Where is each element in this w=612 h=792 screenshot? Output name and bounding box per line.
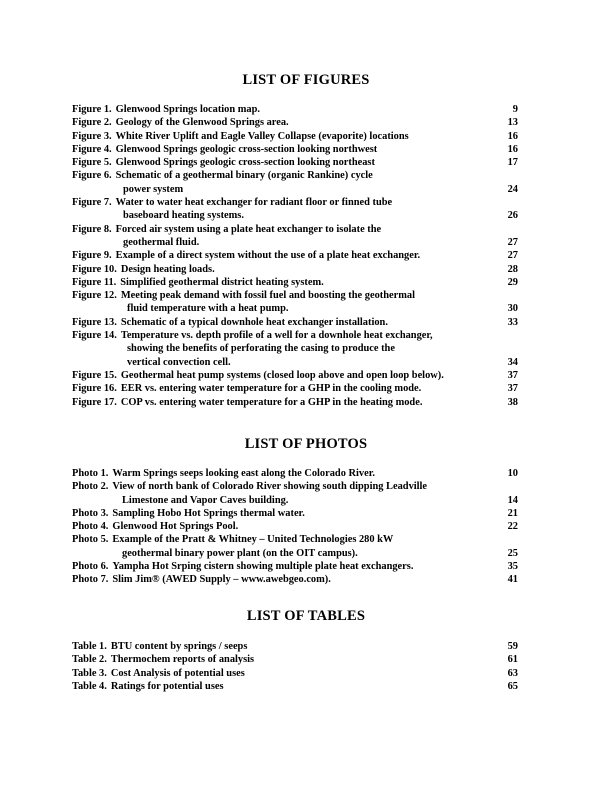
entry-label: Photo 3. xyxy=(72,507,109,519)
entry-label: Photo 7. xyxy=(72,574,109,586)
entry-label: Figure 5. xyxy=(72,157,112,169)
entry-page-number: 37 xyxy=(507,383,518,395)
entry-label: Table 2. xyxy=(72,654,107,666)
entry-page-number: 17 xyxy=(507,157,518,169)
entry-label: Figure 16. xyxy=(72,383,117,395)
entry-title-continued: geothermal fluid. xyxy=(123,236,200,248)
toc-entry xyxy=(72,667,518,680)
entry-title-continued: vertical convection cell. xyxy=(127,356,231,368)
entry-title: Glenwood Hot Springs Pool. xyxy=(112,521,239,533)
entry-title-continued: power system xyxy=(123,183,184,195)
entry-title: BTU content by springs / seeps xyxy=(110,641,248,652)
entry-title: Design heating loads. xyxy=(120,263,215,275)
tables-list xyxy=(72,640,518,693)
entry-page-number: 24 xyxy=(507,183,518,195)
entry-title: Temperature vs. depth profile of a well for a downhole heat exchanger, xyxy=(120,330,433,342)
entry-page-number: 29 xyxy=(507,276,518,288)
toc-entry xyxy=(72,263,518,276)
entry-page-number: 9 xyxy=(512,104,518,115)
photos-list xyxy=(72,467,518,587)
toc-entry xyxy=(72,369,518,382)
entry-page-number: 33 xyxy=(507,316,518,328)
entry-label: Table 4. xyxy=(72,680,107,692)
toc-entry xyxy=(72,103,518,116)
entry-title: EER vs. entering water temperature for a GHP in the cooling mode. xyxy=(120,383,422,395)
toc-entry xyxy=(72,249,518,262)
toc-entry xyxy=(72,507,518,520)
figures-list xyxy=(72,103,518,409)
entry-title: Slim Jim® (AWED Supply – www.awebgeo.com). xyxy=(112,574,331,586)
entry-page-number: 38 xyxy=(507,396,518,408)
entry-title: Geology of the Glenwood Springs area. xyxy=(115,117,289,129)
figures-heading: LIST OF FIGURES xyxy=(242,72,370,88)
toc-entry xyxy=(72,467,518,480)
entry-title: Sampling Hobo Hot Springs thermal water. xyxy=(112,507,305,519)
toc-entry xyxy=(72,316,518,329)
entry-page-number: 27 xyxy=(507,250,518,262)
entry-page-number: 25 xyxy=(507,547,518,559)
entry-title: Cost Analysis of potential uses xyxy=(110,667,245,679)
entry-page-number: 30 xyxy=(507,303,518,315)
entry-title: Meeting peak demand with fossil fuel and boosting the geothermal xyxy=(120,290,415,302)
entry-title-continued: baseboard heating systems. xyxy=(123,210,244,222)
entry-page-number: 21 xyxy=(507,507,518,519)
entry-label: Figure 4. xyxy=(72,143,112,155)
toc-entry xyxy=(72,480,518,493)
entry-label: Figure 2. xyxy=(72,117,112,129)
entry-label: Table 3. xyxy=(72,667,107,679)
entry-page-number: 41 xyxy=(507,574,518,586)
toc-entry xyxy=(72,573,518,586)
entry-label: Figure 6. xyxy=(72,170,112,182)
entry-label: Figure 11. xyxy=(72,276,117,288)
entry-page-number: 26 xyxy=(507,210,518,222)
entry-page-number: 16 xyxy=(507,130,518,142)
entry-label: Figure 12. xyxy=(72,290,117,302)
entry-page-number: 28 xyxy=(507,263,518,275)
toc-entry-continuation xyxy=(72,236,518,249)
toc-entry xyxy=(72,289,518,302)
entry-title: Schematic of a geothermal binary (organic Rankine) cycle xyxy=(115,170,373,182)
entry-label: Figure 13. xyxy=(72,316,117,328)
entry-label: Figure 3. xyxy=(72,130,112,142)
entry-title: Thermochem reports of analysis xyxy=(110,654,255,666)
entry-label: Table 1. xyxy=(72,641,107,652)
entry-label: Photo 2. xyxy=(72,481,109,493)
entry-title: Yampha Hot Srping cistern showing multiple plate heat exchangers. xyxy=(112,561,414,573)
toc-entry-continuation xyxy=(72,183,518,196)
toc-entry-continuation xyxy=(72,494,518,507)
entry-title-continued: Limestone and Vapor Caves building. xyxy=(122,494,289,506)
entry-page-number: 16 xyxy=(507,143,518,155)
toc-entry xyxy=(72,196,518,209)
entry-title: Glenwood Springs geologic cross-section looking northeast xyxy=(115,157,375,169)
entry-title: COP vs. entering water temperature for a GHP in the heating mode. xyxy=(120,396,423,408)
entry-page-number: 34 xyxy=(507,356,518,368)
entry-title-continued: fluid temperature with a heat pump. xyxy=(127,303,289,315)
entry-label: Photo 6. xyxy=(72,561,109,573)
toc-entry-continuation xyxy=(72,356,518,369)
entry-label: Figure 17. xyxy=(72,396,117,408)
toc-entry xyxy=(72,130,518,143)
entry-label: Figure 8. xyxy=(72,223,112,235)
entry-label: Photo 5. xyxy=(72,534,109,546)
toc-entry xyxy=(72,653,518,666)
entry-label: Figure 7. xyxy=(72,197,112,209)
entry-title: Example of the Pratt & Whitney – United Technologies 280 kW xyxy=(112,534,394,546)
toc-entry xyxy=(72,520,518,533)
entry-page-number: 37 xyxy=(507,369,518,381)
toc-entry xyxy=(72,329,518,342)
entry-page-number: 10 xyxy=(507,468,518,479)
entry-title: Water to water heat exchanger for radiant floor or finned tube xyxy=(115,197,393,209)
entry-label: Figure 9. xyxy=(72,250,112,262)
toc-entry xyxy=(72,680,518,693)
entry-page-number: 22 xyxy=(507,521,518,533)
entry-title-continued: geothermal binary power plant (on the OIT campus). xyxy=(122,547,358,559)
toc-entry-continuation xyxy=(72,342,518,355)
entry-page-number: 59 xyxy=(507,641,518,652)
entry-title: Geothermal heat pump systems (closed loop above and open loop below). xyxy=(120,369,444,381)
tables-heading: LIST OF TABLES xyxy=(246,608,366,624)
toc-entry xyxy=(72,169,518,182)
toc-entry-continuation xyxy=(72,302,518,315)
entry-page-number: 35 xyxy=(507,561,518,573)
entry-label: Figure 14. xyxy=(72,330,117,342)
toc-entry xyxy=(72,143,518,156)
toc-entry xyxy=(72,156,518,169)
photos-heading: LIST OF PHOTOS xyxy=(244,436,368,452)
entry-label: Figure 15. xyxy=(72,369,117,381)
entry-title: Glenwood Springs geologic cross-section looking northwest xyxy=(115,143,378,155)
toc-entry xyxy=(72,533,518,546)
entry-title: Simplified geothermal district heating system. xyxy=(120,276,324,288)
entry-label: Figure 1. xyxy=(72,104,112,115)
entry-page-number: 65 xyxy=(507,680,518,692)
toc-entry xyxy=(72,276,518,289)
entry-label: Photo 4. xyxy=(72,521,109,533)
entry-title-continued: showing the benefits of perforating the casing to produce the xyxy=(127,343,395,355)
entry-title: Schematic of a typical downhole heat exchanger installation. xyxy=(120,316,388,328)
toc-entry xyxy=(72,560,518,573)
entry-title: Warm Springs seeps looking east along the Colorado River. xyxy=(112,468,375,479)
toc-entry xyxy=(72,382,518,395)
toc-entry-continuation xyxy=(72,209,518,222)
entry-page-number: 61 xyxy=(507,654,518,666)
entry-title: Ratings for potential uses xyxy=(110,680,224,692)
entry-label: Figure 10. xyxy=(72,263,117,275)
entry-page-number: 63 xyxy=(507,667,518,679)
entry-title: Example of a direct system without the use of a plate heat exchanger. xyxy=(115,250,421,262)
entry-title: Forced air system using a plate heat exchanger to isolate the xyxy=(115,223,382,235)
entry-page-number: 14 xyxy=(507,494,518,506)
entry-page-number: 27 xyxy=(507,236,518,248)
toc-entry-continuation xyxy=(72,547,518,560)
toc-entry xyxy=(72,640,518,653)
entry-page-number: 13 xyxy=(507,117,518,129)
toc-entry xyxy=(72,116,518,129)
entry-title: Glenwood Springs location map. xyxy=(115,104,260,115)
entry-label: Photo 1. xyxy=(72,468,109,479)
toc-entry xyxy=(72,396,518,409)
entry-title: View of north bank of Colorado River showing south dipping Leadville xyxy=(112,481,428,493)
toc-entry xyxy=(72,223,518,236)
entry-title: White River Uplift and Eagle Valley Collapse (evaporite) locations xyxy=(115,130,409,142)
